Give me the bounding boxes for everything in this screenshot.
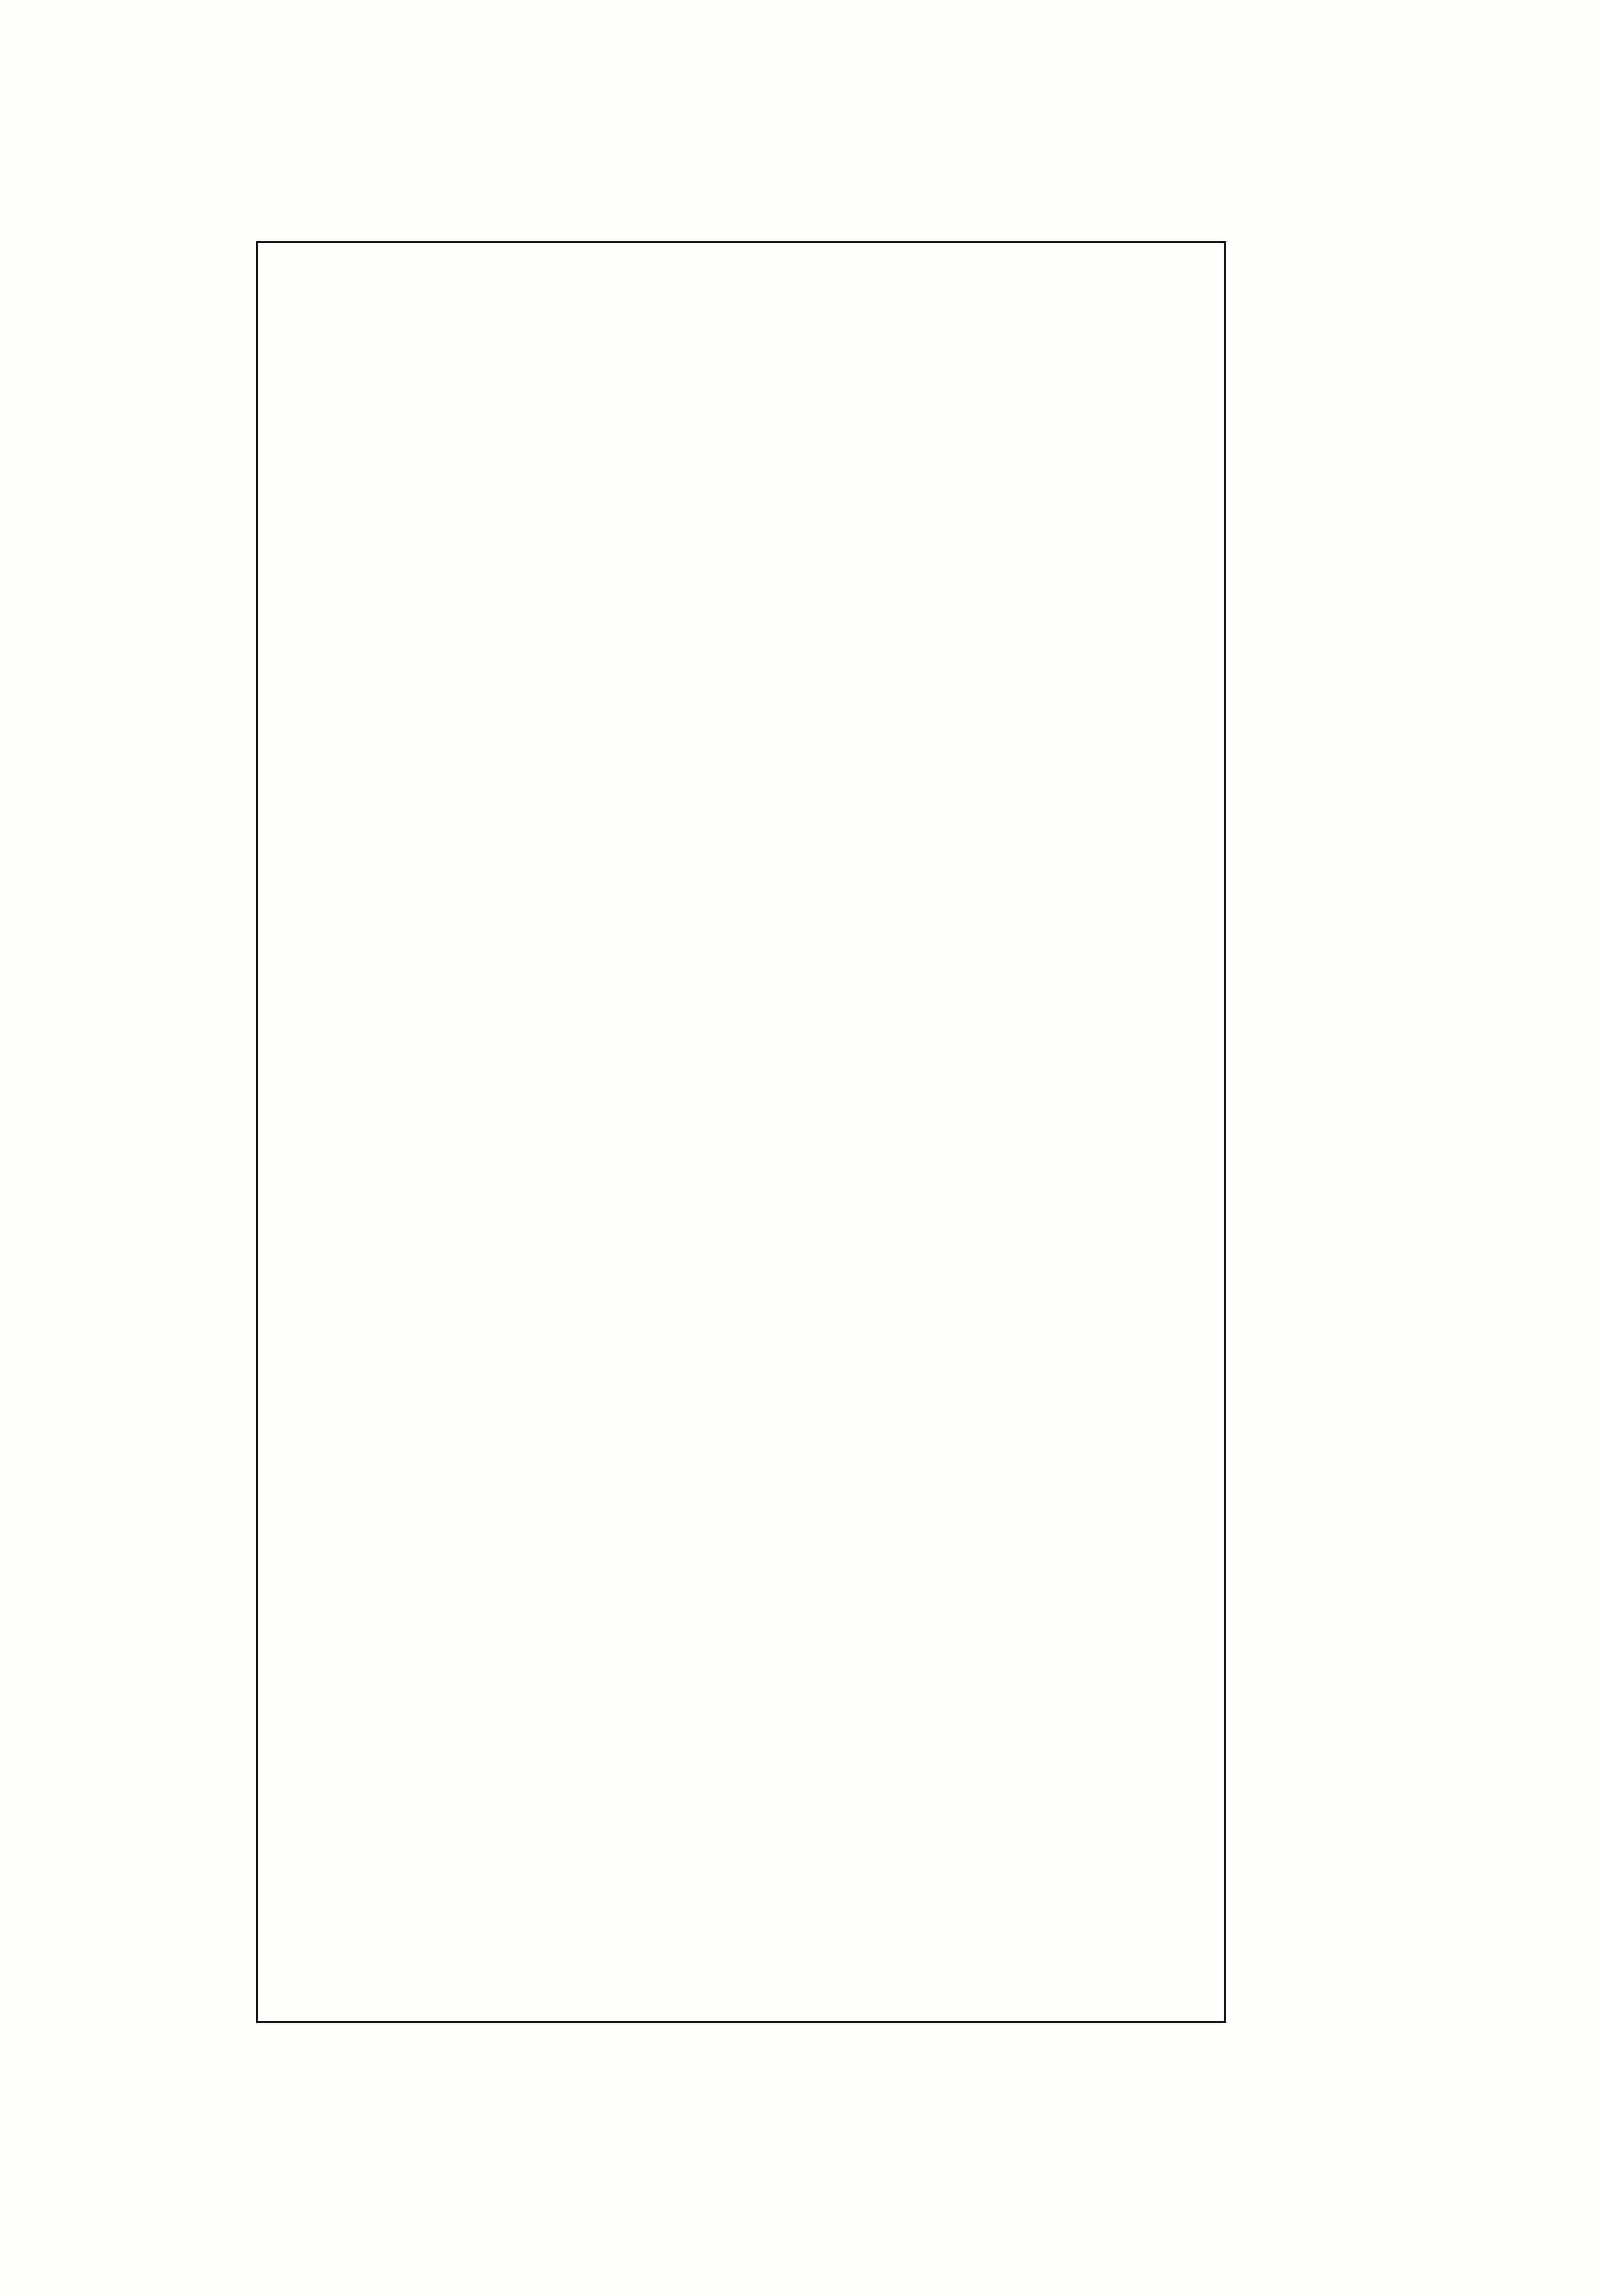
rotated-table-block (178, 241, 1444, 2030)
sampling-table (256, 241, 1226, 2023)
